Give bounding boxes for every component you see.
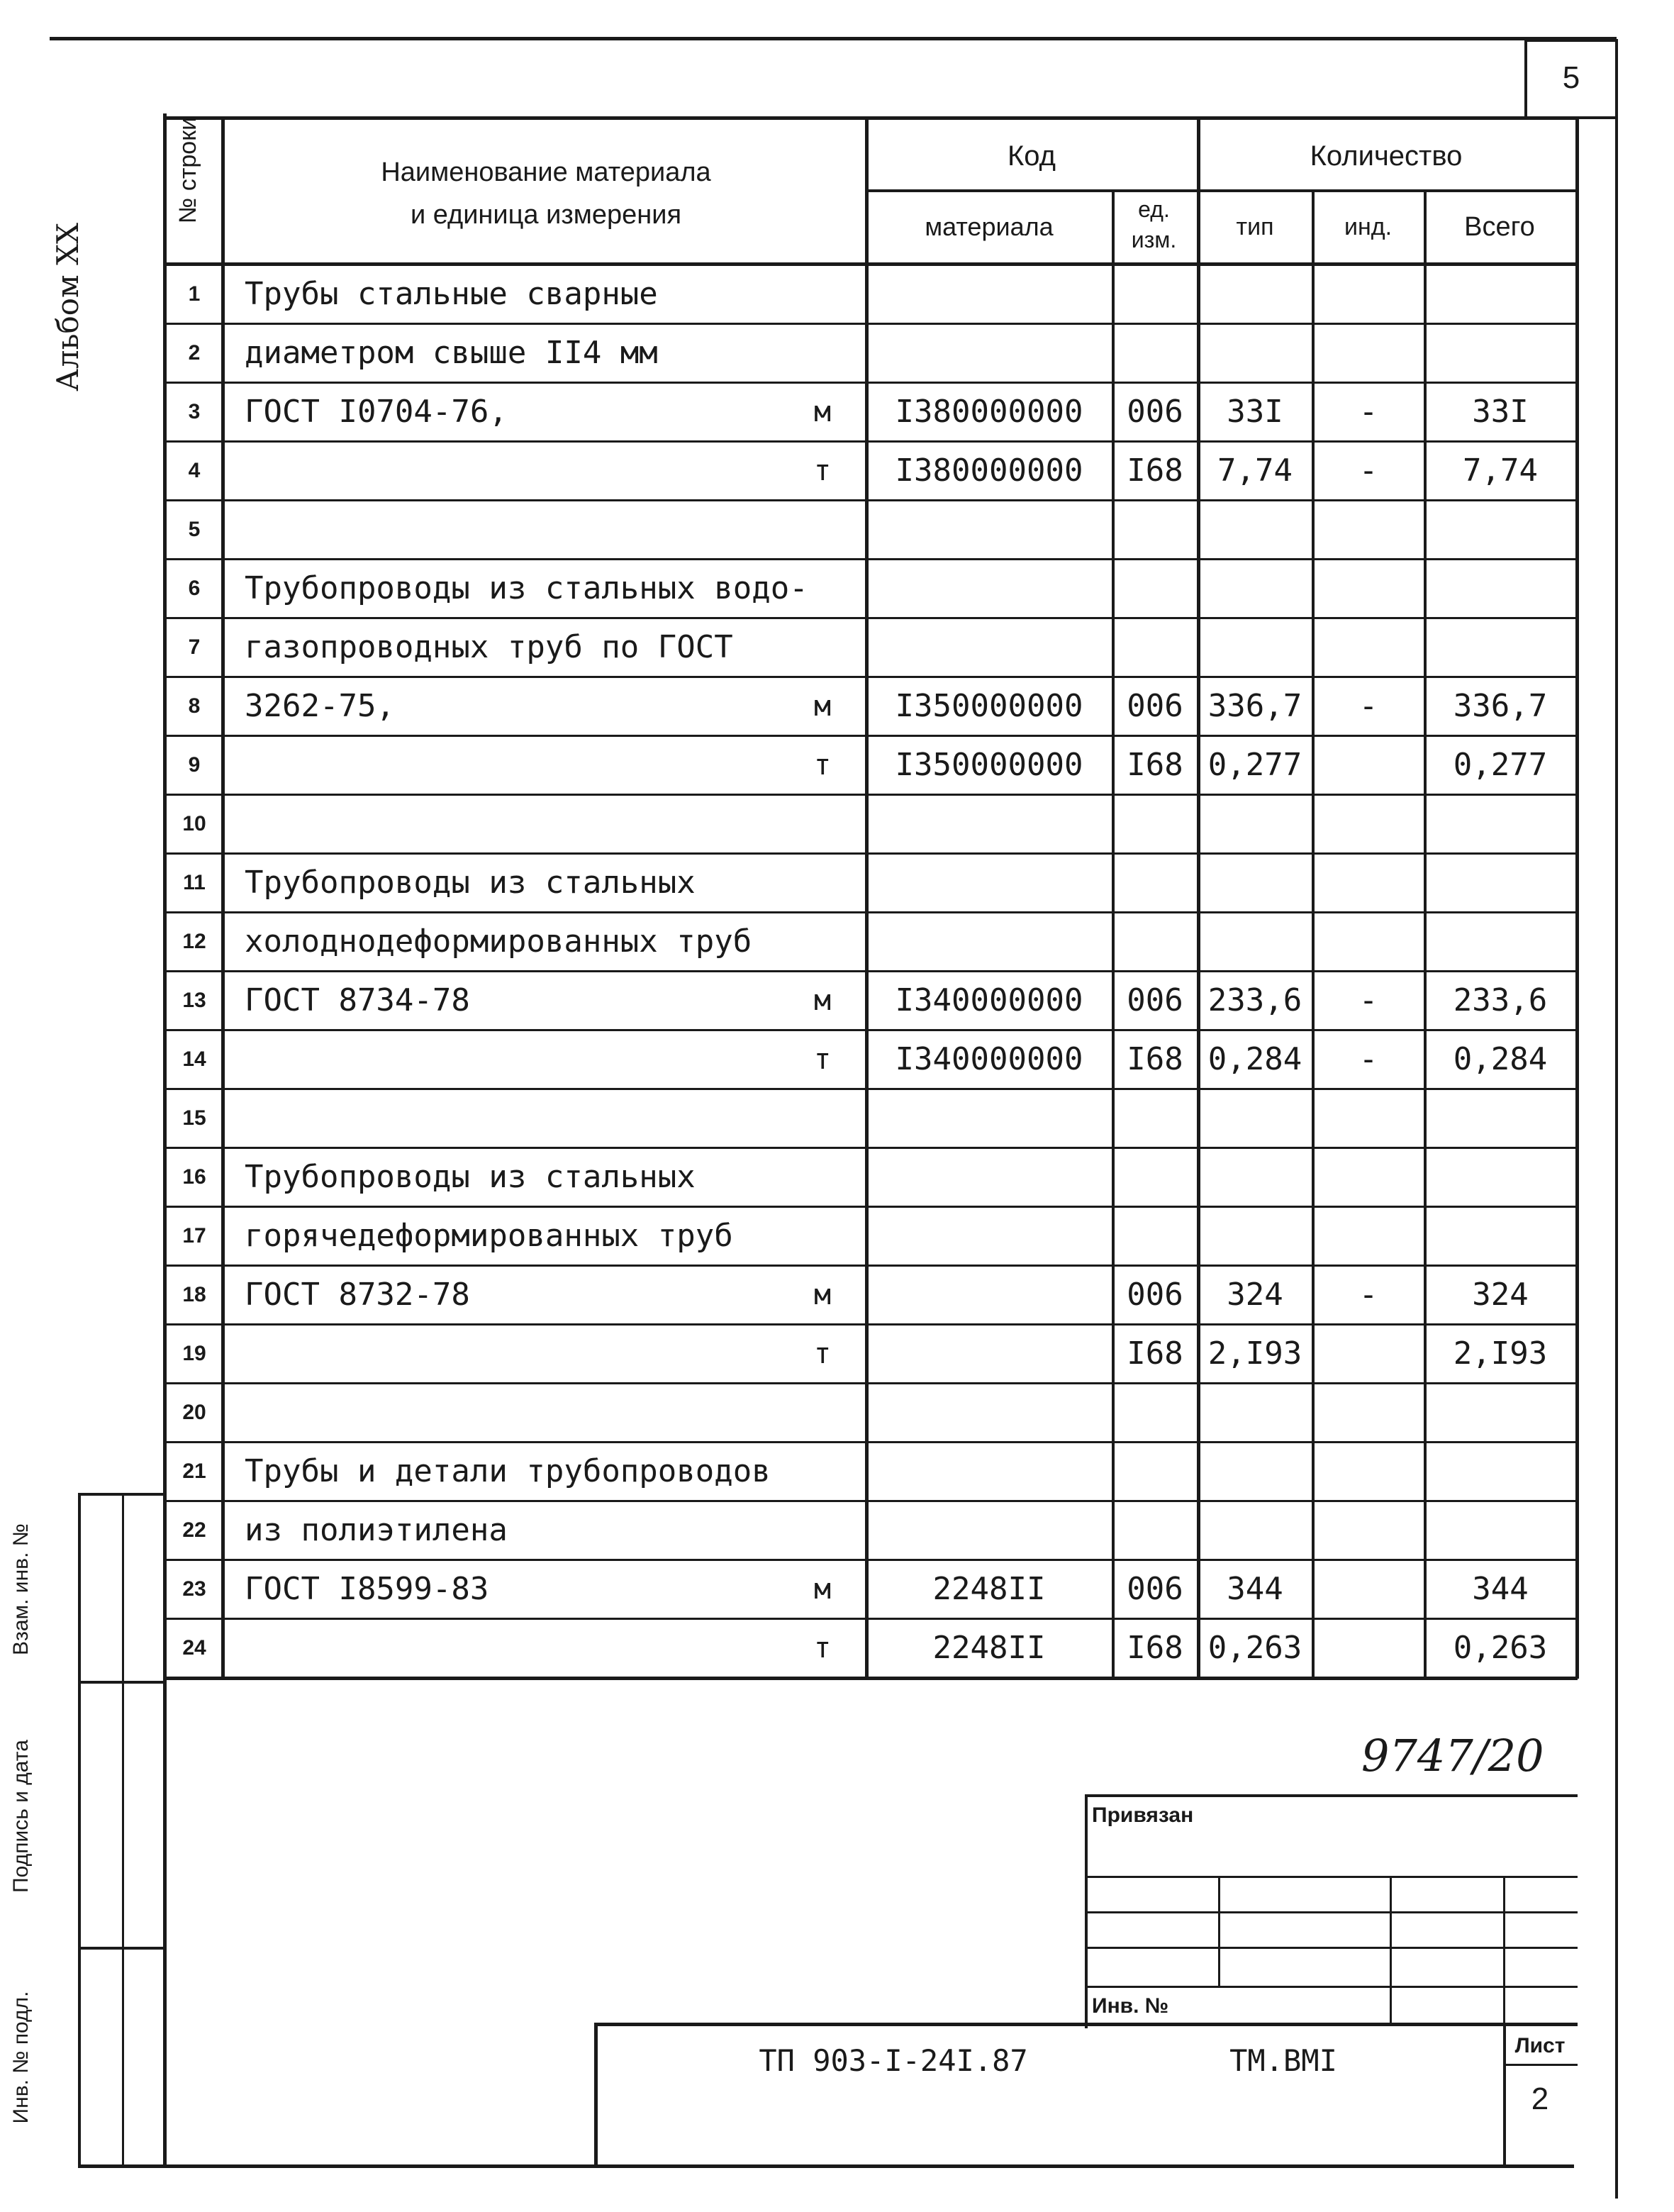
- qty-total: 0,277: [1453, 747, 1548, 783]
- qty-total: [1427, 561, 1574, 616]
- stamp-sheet-label: Лист: [1514, 2034, 1566, 2057]
- unit-code: [1115, 502, 1195, 557]
- qty-total: 33I: [1472, 394, 1529, 430]
- qty-type: [1200, 620, 1310, 674]
- table-hline: [163, 1441, 1578, 1443]
- qty-total: [1427, 796, 1574, 851]
- header-row-number: № строки: [174, 116, 201, 224]
- row-number: 18: [182, 1282, 206, 1306]
- side-stamp-podpis: Подпись и дата: [9, 1740, 33, 1893]
- stamp-privyazan-label: Привязан: [1092, 1803, 1194, 1827]
- stamp-grid-v3: [1503, 1876, 1505, 2025]
- unit-code: 006: [1127, 394, 1183, 430]
- unit-code: I68: [1127, 1335, 1183, 1372]
- material-code: 2248II: [932, 1571, 1046, 1607]
- row-number: 21: [182, 1459, 206, 1483]
- unit-code: 006: [1127, 688, 1183, 724]
- side-stamp-inner-line: [122, 1493, 124, 2167]
- unit-code: [1115, 326, 1195, 380]
- table-hline: [163, 1088, 1578, 1090]
- material-code: [869, 1385, 1110, 1440]
- row-number: 10: [182, 811, 206, 835]
- qty-type: [1200, 267, 1310, 321]
- qty-type: [1200, 502, 1310, 557]
- material-code: [869, 914, 1110, 969]
- unit: [783, 1444, 861, 1499]
- qty-ind: [1315, 267, 1422, 321]
- material-code: [869, 561, 1110, 616]
- material-code: I340000000: [895, 982, 1083, 1018]
- qty-type: [1200, 1503, 1310, 1557]
- material-code: I350000000: [895, 747, 1083, 783]
- unit: [783, 1503, 861, 1557]
- unit: [783, 267, 861, 321]
- material-name: [245, 502, 783, 557]
- qty-total: 0,284: [1453, 1041, 1548, 1077]
- unit: [783, 796, 861, 851]
- row-number: 3: [188, 399, 201, 423]
- qty-ind: [1315, 1562, 1422, 1616]
- material-code: [869, 1208, 1110, 1263]
- qty-ind: [1315, 1208, 1422, 1263]
- header-code-material: материала: [925, 212, 1054, 241]
- qty-total: [1427, 855, 1574, 910]
- unit-code: [1115, 267, 1195, 321]
- qty-type: 336,7: [1207, 688, 1302, 724]
- unit: [783, 326, 861, 380]
- material-code: I380000000: [895, 394, 1083, 430]
- material-name: диаметром свыше II4 мм: [245, 335, 658, 371]
- row-number: 17: [182, 1223, 206, 1247]
- material-name: из полиэтилена: [245, 1512, 508, 1548]
- qty-ind: [1315, 738, 1422, 792]
- qty-total: [1427, 1503, 1574, 1557]
- unit: т: [813, 1631, 832, 1664]
- material-name: ГОСТ I0704-76,: [245, 394, 508, 430]
- table-hline: [163, 1029, 1578, 1031]
- qty-total: [1427, 267, 1574, 321]
- stamp-doc-code: ТП 903-I-24I.87: [759, 2043, 1028, 2078]
- header-code-unit-1: ед.: [1138, 196, 1170, 222]
- unit-code: [1115, 796, 1195, 851]
- material-code: [869, 1503, 1110, 1557]
- qty-ind: -: [1358, 1041, 1378, 1077]
- material-code: I340000000: [895, 1041, 1083, 1077]
- qty-ind: [1315, 1326, 1422, 1381]
- qty-type: 0,277: [1207, 747, 1302, 783]
- header-code-unit-2: изм.: [1131, 226, 1177, 252]
- qty-type: 7,74: [1217, 452, 1293, 489]
- qty-ind: -: [1358, 1277, 1378, 1313]
- qty-type: [1200, 1444, 1310, 1499]
- qty-type: 324: [1227, 1277, 1283, 1313]
- qty-total: [1427, 914, 1574, 969]
- table-vline: [221, 116, 225, 1679]
- unit: т: [813, 1337, 832, 1370]
- table-hline: [163, 1382, 1578, 1384]
- row-number: 13: [182, 988, 206, 1012]
- header-mid-line: [865, 189, 1578, 192]
- unit: [783, 855, 861, 910]
- table-hline: [163, 1147, 1578, 1149]
- header-bottom-border: [163, 262, 1578, 266]
- stamp-inv-no-label: Инв. №: [1092, 1994, 1169, 2018]
- qty-ind: -: [1358, 688, 1378, 724]
- qty-type: 0,263: [1207, 1630, 1302, 1666]
- unit-code: 006: [1127, 982, 1183, 1018]
- table-hline: [163, 676, 1578, 678]
- unit-code: [1115, 1091, 1195, 1145]
- unit-code: I68: [1127, 747, 1183, 783]
- stamp-privyazan-top: [1085, 1794, 1578, 1797]
- unit: т: [813, 1043, 832, 1076]
- material-name: [245, 738, 783, 792]
- material-code: [869, 855, 1110, 910]
- row-number: 11: [183, 870, 206, 894]
- qty-type: [1200, 1385, 1310, 1440]
- qty-ind: [1315, 855, 1422, 910]
- qty-type: 33I: [1227, 394, 1283, 430]
- material-code: [869, 1267, 1110, 1322]
- material-name: газопроводных труб по ГОСТ: [245, 629, 733, 665]
- qty-ind: [1315, 1385, 1422, 1440]
- qty-total: 233,6: [1453, 982, 1548, 1018]
- qty-ind: [1315, 561, 1422, 616]
- table-hline: [163, 1265, 1578, 1267]
- qty-type: [1200, 1150, 1310, 1204]
- material-name: ГОСТ 8732-78: [245, 1277, 470, 1313]
- row-number: 24: [182, 1635, 206, 1660]
- material-name: ГОСТ 8734-78: [245, 982, 470, 1018]
- qty-ind: [1315, 914, 1422, 969]
- qty-type: [1200, 1208, 1310, 1263]
- page-number: 5: [1562, 60, 1580, 95]
- qty-total: [1427, 1091, 1574, 1145]
- unit-code: I68: [1127, 452, 1183, 489]
- side-stamp-inv-podl: Инв. № подл.: [9, 1991, 33, 2124]
- row-number: 5: [188, 517, 201, 541]
- unit-code: [1115, 561, 1195, 616]
- unit-code: [1115, 1150, 1195, 1204]
- qty-ind: -: [1358, 452, 1378, 489]
- bottom-right-tick: [1615, 2163, 1618, 2199]
- material-name: горячедеформированных труб: [245, 1218, 733, 1254]
- table-hline: [163, 499, 1578, 501]
- unit-code: [1115, 1208, 1195, 1263]
- table-hline: [163, 1618, 1578, 1620]
- row-number: 19: [182, 1341, 206, 1365]
- row-number: 14: [182, 1047, 206, 1071]
- stamp-sheet-number: 2: [1531, 2082, 1549, 2116]
- unit: [783, 561, 861, 616]
- qty-total: [1427, 1444, 1574, 1499]
- side-stamp-vzam: Взам. инв. №: [9, 1523, 33, 1655]
- material-name: [245, 1621, 783, 1675]
- unit: [783, 1385, 861, 1440]
- qty-total: [1427, 620, 1574, 674]
- table-hline: [163, 794, 1578, 796]
- material-name: Трубопроводы из стальных: [245, 1159, 696, 1195]
- stamp-sheet-mid: [1503, 2064, 1578, 2066]
- row-number: 22: [182, 1518, 206, 1542]
- qty-total: [1427, 326, 1574, 380]
- header-qty-type: тип: [1236, 213, 1274, 240]
- header-name-line1: Наименование материала: [381, 157, 711, 187]
- unit: м: [813, 689, 832, 723]
- row-number: 6: [188, 576, 201, 600]
- unit: [783, 620, 861, 674]
- qty-ind: [1315, 796, 1422, 851]
- row-number: 7: [188, 635, 201, 659]
- qty-type: [1200, 796, 1310, 851]
- qty-total: 0,263: [1453, 1630, 1548, 1666]
- qty-ind: [1315, 502, 1422, 557]
- header-quantity: Количество: [1310, 140, 1463, 172]
- unit: [783, 1150, 861, 1204]
- unit-code: I68: [1127, 1630, 1183, 1666]
- material-name: [245, 796, 783, 851]
- row-number: 20: [182, 1400, 206, 1424]
- material-code: [869, 620, 1110, 674]
- material-name: 3262-75,: [245, 688, 395, 724]
- table-hline: [163, 323, 1578, 325]
- material-code: [869, 1326, 1110, 1381]
- qty-total: 324: [1472, 1277, 1529, 1313]
- unit-code: [1115, 1385, 1195, 1440]
- qty-total: [1427, 1150, 1574, 1204]
- table-hline: [163, 617, 1578, 619]
- qty-total: 344: [1472, 1571, 1529, 1607]
- unit: т: [813, 454, 832, 487]
- stamp-mark: ТМ.ВМI: [1229, 2043, 1337, 2078]
- unit-code: I68: [1127, 1041, 1183, 1077]
- handwritten-number: 9747/20: [1361, 1729, 1544, 1782]
- row-number: 2: [188, 340, 201, 365]
- qty-ind: [1315, 326, 1422, 380]
- row-number: 16: [182, 1165, 206, 1189]
- stamp-main-top: [596, 2023, 1578, 2026]
- unit-code: [1115, 855, 1195, 910]
- table-hline: [163, 1206, 1578, 1208]
- qty-ind: [1315, 1621, 1422, 1675]
- stamp-main-left: [594, 2023, 598, 2168]
- material-code: [869, 267, 1110, 321]
- material-name: Трубы и детали трубопроводов: [245, 1453, 771, 1489]
- header-code: Код: [1007, 140, 1056, 172]
- qty-ind: -: [1358, 394, 1378, 430]
- qty-type: [1200, 561, 1310, 616]
- qty-type: 0,284: [1207, 1041, 1302, 1077]
- table-hline: [163, 911, 1578, 913]
- unit: м: [813, 1278, 832, 1311]
- table-hline: [163, 735, 1578, 737]
- table-vline: [163, 116, 167, 1679]
- material-code: [869, 1091, 1110, 1145]
- qty-total: [1427, 1208, 1574, 1263]
- qty-total: 336,7: [1453, 688, 1548, 724]
- row-number: 1: [188, 282, 201, 306]
- material-name: Трубопроводы из стальных: [245, 865, 696, 901]
- material-name: Трубопроводы из стальных водо-: [245, 570, 808, 606]
- header-name-line2: и единица измерения: [410, 199, 682, 230]
- unit: [783, 914, 861, 969]
- header-qty-ind: инд.: [1344, 213, 1393, 240]
- qty-total: 2,I93: [1453, 1335, 1548, 1372]
- qty-type: [1200, 914, 1310, 969]
- row-number: 15: [182, 1106, 206, 1130]
- qty-type: 2,I93: [1207, 1335, 1302, 1372]
- qty-type: [1200, 326, 1310, 380]
- stamp-grid-v1: [1218, 1876, 1220, 1986]
- side-stamp-left-line: [78, 1493, 81, 2167]
- table-hline: [163, 440, 1578, 443]
- qty-ind: [1315, 1503, 1422, 1557]
- unit-code: 006: [1127, 1571, 1183, 1607]
- material-code: [869, 502, 1110, 557]
- unit-code: [1115, 914, 1195, 969]
- row-number: 12: [182, 929, 206, 953]
- unit: м: [813, 395, 832, 428]
- unit: т: [813, 748, 832, 782]
- table-vline: [1575, 116, 1579, 1679]
- material-name: [245, 1032, 783, 1086]
- unit: м: [813, 1572, 832, 1606]
- table-hline: [163, 558, 1578, 560]
- right-frame-line: [1615, 116, 1618, 2198]
- table-hline: [163, 1559, 1578, 1561]
- table-hline: [163, 1677, 1578, 1680]
- unit-code: [1115, 1444, 1195, 1499]
- header-qty-total: Всего: [1464, 211, 1535, 242]
- table-hline: [163, 1323, 1578, 1325]
- qty-ind: [1315, 1091, 1422, 1145]
- unit: [783, 1091, 861, 1145]
- table-hline: [163, 852, 1578, 855]
- table-hline: [163, 382, 1578, 384]
- material-name: [245, 443, 783, 498]
- material-code: I350000000: [895, 688, 1083, 724]
- top-page-line: [50, 37, 1617, 40]
- stamp-grid-v2: [1390, 1876, 1392, 2025]
- row-number: 23: [182, 1577, 206, 1601]
- table-hline: [163, 1500, 1578, 1502]
- row-number: 4: [188, 458, 201, 482]
- material-code: I380000000: [895, 452, 1083, 489]
- material-code: [869, 1150, 1110, 1204]
- material-code: [869, 796, 1110, 851]
- qty-type: 233,6: [1207, 982, 1302, 1018]
- material-name: Трубы стальные сварные: [245, 276, 658, 312]
- qty-type: [1200, 1091, 1310, 1145]
- material-code: 2248II: [932, 1630, 1046, 1666]
- qty-total: [1427, 502, 1574, 557]
- row-number: 9: [188, 752, 201, 777]
- material-name: [245, 1091, 783, 1145]
- page-number-box-top: [1526, 39, 1617, 42]
- unit: м: [813, 984, 832, 1017]
- qty-ind: [1315, 620, 1422, 674]
- table-top-border: [163, 116, 1578, 120]
- table-hline: [163, 970, 1578, 972]
- unit-code: [1115, 620, 1195, 674]
- qty-ind: [1315, 1150, 1422, 1204]
- bottom-frame-line: [78, 2164, 1574, 2168]
- qty-ind: -: [1358, 982, 1378, 1018]
- qty-ind: [1315, 1444, 1422, 1499]
- unit-code: [1115, 1503, 1195, 1557]
- unit: [783, 1208, 861, 1263]
- material-name: ГОСТ I8599-83: [245, 1571, 489, 1607]
- qty-type: 344: [1227, 1571, 1283, 1607]
- row-number: 8: [188, 694, 201, 718]
- album-label: Альбом XX: [50, 223, 85, 391]
- material-name: [245, 1326, 783, 1381]
- material-name: [245, 1385, 783, 1440]
- qty-total: [1427, 1385, 1574, 1440]
- material-code: [869, 1444, 1110, 1499]
- qty-type: [1200, 855, 1310, 910]
- unit: [783, 502, 861, 557]
- material-code: [869, 326, 1110, 380]
- page-number-box-right: [1615, 39, 1618, 118]
- qty-total: 7,74: [1463, 452, 1538, 489]
- unit-code: 006: [1127, 1277, 1183, 1313]
- material-name: холоднодеформированных труб: [245, 923, 752, 960]
